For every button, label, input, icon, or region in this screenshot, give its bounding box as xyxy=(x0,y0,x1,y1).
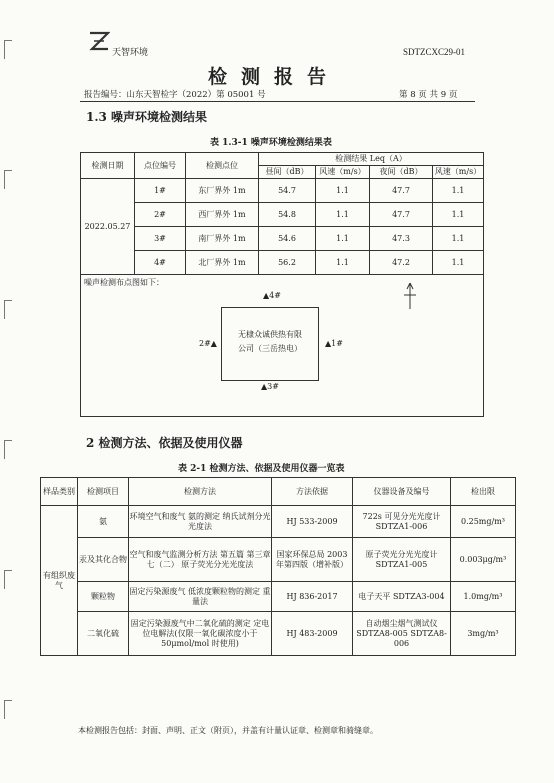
map-caption: 噪声检测布点图如下： xyxy=(84,278,164,287)
point-2 xyxy=(199,339,217,349)
cell-instrument: 722s 可见分光光度计 SDTZA1-006 xyxy=(353,506,451,538)
site-name-line2: 公司（三岳热电） xyxy=(238,344,302,353)
cell-point: 西厂界外 1m xyxy=(186,203,259,227)
footer-note: 本检测报告包括：封面、声明、正文（附页），并盖有计量认证章、检测章和骑缝章。 xyxy=(78,726,378,735)
binding-mark xyxy=(4,300,12,319)
cell-limit: 3mg/m³ xyxy=(451,612,516,656)
point-2-label: 2# xyxy=(199,339,211,348)
point-1-label: 1# xyxy=(331,339,343,348)
logo-icon xyxy=(88,30,110,52)
cell-method: 空气和废气监测分析方法 第五篇 第三章 七（二） 原子荧光分光光度法 xyxy=(129,538,272,582)
cell-night: 47.7 xyxy=(370,179,433,203)
cell-basis: HJ 836-2017 xyxy=(272,582,353,612)
cell-instrument: 自动烟尘烟气测试仪 SDTZA8-005 SDTZA8-006 xyxy=(353,612,451,656)
cell-day: 54.6 xyxy=(259,227,316,251)
cell-basis: 国家环保总局 2003 年第四版（增补版） xyxy=(272,538,353,582)
point-3 xyxy=(261,382,279,392)
doc-code: SDTZCXC29-01 xyxy=(403,47,466,57)
company-logo xyxy=(88,30,110,56)
header-rule xyxy=(80,101,475,102)
site-name-line1: 无棣众诚供热有限 xyxy=(238,330,302,339)
cell-category: 有组织废气 xyxy=(41,506,78,656)
cell-wind: 1.1 xyxy=(433,179,484,203)
col-header-limit: 检出限 xyxy=(451,478,516,506)
cell-date: 2022.05.27 xyxy=(81,179,135,275)
cell-point: 南厂界外 1m xyxy=(186,227,259,251)
triangle-icon: ▲ xyxy=(263,291,270,300)
col-header-point: 检测点位 xyxy=(186,153,259,179)
section-heading-methods: 2 检测方法、依据及使用仪器 xyxy=(86,436,243,450)
cell-instrument: 原子荧光分光光度计 SDTZA1-005 xyxy=(353,538,451,582)
cell-point-no: 4# xyxy=(135,251,186,275)
point-3-label: 3# xyxy=(267,382,279,391)
cell-instrument: 电子天平 SDTZA3-004 xyxy=(353,582,451,612)
page-number: 第 8 页 共 9 页 xyxy=(399,90,458,100)
binding-mark xyxy=(4,440,12,459)
cell-method: 固定污染源废气中二氧化硫的测定 定电位电解法(仅限一氧化碳浓度小于 50μmol/mol 时使用) xyxy=(129,612,272,656)
col-header-wind: 风速（m/s） xyxy=(433,166,484,179)
table-caption-methods: 表 2-1 检测方法、依据及使用仪器一览表 xyxy=(178,464,345,474)
col-header-basis: 方法依据 xyxy=(272,478,353,506)
cell-basis: HJ 483-2009 xyxy=(272,612,353,656)
cell-method: 环境空气和废气 氨的测定 纳氏试剂分光光度法 xyxy=(129,506,272,538)
cell-point-no: 2# xyxy=(135,203,186,227)
cell-day: 54.8 xyxy=(259,203,316,227)
binding-mark xyxy=(4,700,12,719)
col-header-item: 检测项目 xyxy=(78,478,129,506)
col-header-night: 夜间（dB） xyxy=(370,166,433,179)
triangle-icon: ▲ xyxy=(261,382,268,391)
point-4-label: 4# xyxy=(269,291,281,300)
noise-result-table xyxy=(80,152,484,417)
site-boundary xyxy=(221,307,319,381)
cell-basis: HJ 533-2009 xyxy=(272,506,353,538)
cell-point-no: 3# xyxy=(135,227,186,251)
cell-wind: 1.1 xyxy=(433,251,484,275)
cell-item: 汞及其化合物 xyxy=(78,538,129,582)
cell-day: 54.7 xyxy=(259,179,316,203)
table-caption-noise: 表 1.3-1 噪声环境检测结果表 xyxy=(210,138,332,148)
triangle-icon: ▲ xyxy=(325,339,332,348)
col-header-result-group: 检测结果 Leq（A） xyxy=(259,153,484,166)
point-1 xyxy=(325,339,343,349)
cell-limit: 0.003μg/m³ xyxy=(451,538,516,582)
cell-limit: 0.25mg/m³ xyxy=(451,506,516,538)
binding-mark xyxy=(4,40,12,59)
point-4 xyxy=(263,291,281,301)
company-name: 天智环境 xyxy=(112,48,149,58)
layout-map-cell xyxy=(81,275,484,417)
cell-wind: 1.1 xyxy=(433,227,484,251)
section-heading-noise: 1.3 噪声环境检测结果 xyxy=(86,110,208,124)
report-title: 检测报告 xyxy=(208,66,341,88)
col-header-wind: 风速（m/s） xyxy=(316,166,370,179)
cell-night: 47.7 xyxy=(370,203,433,227)
cell-item: 二氧化硫 xyxy=(78,612,129,656)
cell-point: 北厂界外 1m xyxy=(186,251,259,275)
cell-limit: 1.0mg/m³ xyxy=(451,582,516,612)
cell-night: 47.3 xyxy=(370,227,433,251)
cell-point-no: 1# xyxy=(135,179,186,203)
cell-night: 47.2 xyxy=(370,251,433,275)
cell-wind: 1.1 xyxy=(316,179,370,203)
col-header-method: 检测方法 xyxy=(129,478,272,506)
col-header-day: 昼间（dB） xyxy=(259,166,316,179)
cell-item: 颗粒物 xyxy=(78,582,129,612)
binding-mark xyxy=(4,170,12,189)
cell-day: 56.2 xyxy=(259,251,316,275)
triangle-icon: ▲ xyxy=(210,339,217,348)
cell-wind: 1.1 xyxy=(316,251,370,275)
col-header-date: 检测日期 xyxy=(81,153,135,179)
cell-method: 固定污染源废气 低浓度颗粒物的测定 重量法 xyxy=(129,582,272,612)
methods-table xyxy=(40,477,516,656)
col-header-type: 样品类别 xyxy=(41,478,78,506)
binding-mark xyxy=(4,570,12,589)
cell-wind: 1.1 xyxy=(433,203,484,227)
report-number: 报告编号：山东天智检字（2022）第 05001 号 xyxy=(84,90,266,100)
cell-wind: 1.1 xyxy=(316,203,370,227)
col-header-point-no: 点位编号 xyxy=(135,153,186,179)
cell-wind: 1.1 xyxy=(316,227,370,251)
col-header-instrument: 仪器设备及编号 xyxy=(353,478,451,506)
cell-point: 东厂界外 1m xyxy=(186,179,259,203)
north-arrow-icon xyxy=(401,281,419,311)
cell-item: 氨 xyxy=(78,506,129,538)
